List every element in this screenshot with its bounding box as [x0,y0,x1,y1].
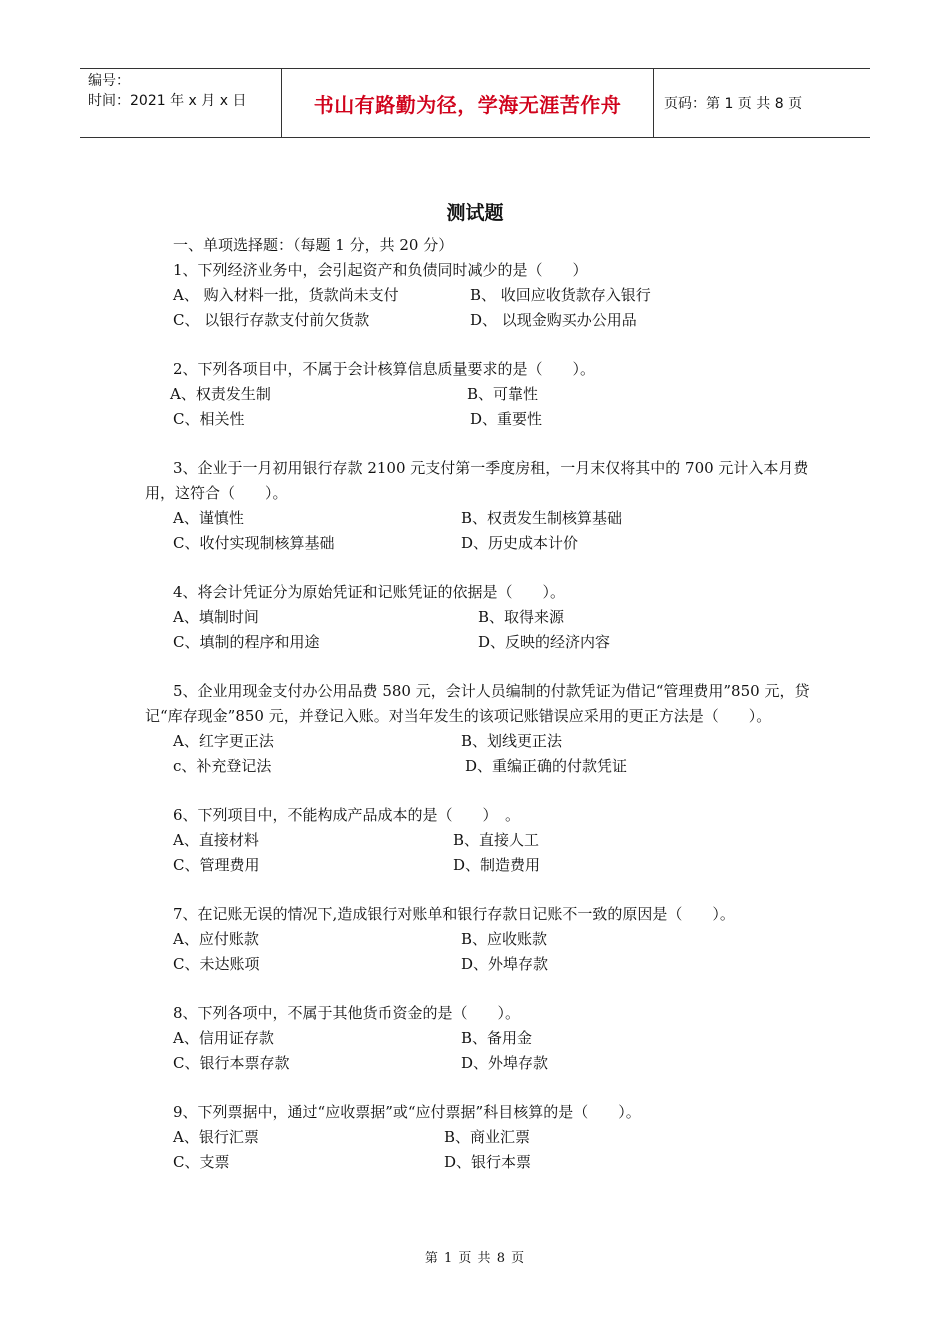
option-a: A、 购入材料一批，货款尚未支付 [173,286,399,304]
option-row [145,382,810,407]
option-d: D、重编正确的付款凭证 [465,757,628,775]
option-d: D、重要性 [470,410,543,428]
question-stem: 3、企业于一月初用银行存款 2100 元支付第一季度房租，一月末仅将其中的 700 元计入本月费用，这符合（ ）。 [145,459,809,502]
option-b: B、权责发生制核算基础 [461,509,623,527]
option-row [145,927,810,952]
option-c: C、支票 [173,1153,230,1171]
header-motto: 书山有路勤为径，学海无涯苦作舟 [282,69,654,137]
option-row [145,531,810,556]
option-a: A、红字更正法 [173,732,274,750]
option-c: C、未达账项 [173,955,260,973]
option-b: B、取得来源 [478,608,565,626]
option-c: C、收付实现制核算基础 [173,534,335,552]
option-d: D、 以现金购买办公用品 [470,311,637,329]
number-label: 编号： [88,73,130,89]
option-row [145,729,810,754]
option-b: B、 收回应收货款存入银行 [470,286,651,304]
document-header [80,68,870,138]
option-row [145,853,810,878]
header-page-code: 页码：第 1 页 共 8 页 [664,96,803,112]
option-c: C、银行本票存款 [173,1054,290,1072]
option-a: A、填制时间 [173,608,259,626]
option-b: B、商业汇票 [444,1128,531,1146]
option-row [145,1150,810,1175]
option-c: C、填制的程序和用途 [173,633,320,651]
option-row [145,283,810,308]
option-d: D、外埠存款 [461,1054,549,1072]
question-stem: 6、下列项目中，不能构成产品成本的是（ ） 。 [173,806,521,824]
option-a: A、银行汇票 [173,1128,259,1146]
option-d: D、反映的经济内容 [478,633,611,651]
option-c: C、相关性 [173,410,245,428]
option-a: A、权责发生制 [170,385,271,403]
question-stem: 9、下列票据中，通过“应收票据”或“应付票据”科目核算的是（ ）。 [173,1103,641,1121]
option-b: B、应收账款 [461,930,548,948]
option-b: B、备用金 [461,1029,533,1047]
page-title: 测试题 [446,202,504,224]
option-b: B、直接人工 [453,831,540,849]
option-a: A、信用证存款 [173,1029,274,1047]
question-stem: 1、下列经济业务中，会引起资产和负债同时减少的是（ ） [173,261,588,279]
option-a: A、应付账款 [173,930,259,948]
option-row [145,506,810,531]
question-list [145,233,810,1175]
section-heading: 一、单项选择题：（每题 1 分，共 20 分） [173,236,454,254]
option-row [145,605,810,630]
option-row [145,407,810,432]
option-row [145,630,810,655]
option-d: D、银行本票 [444,1153,532,1171]
option-row [145,308,810,333]
time-label: 时间：2021 年 x 月 x 日 [88,93,247,109]
question-stem: 7、在记账无误的情况下,造成银行对账单和银行存款日记账不一致的原因是（ ）。 [173,905,735,923]
option-d: D、制造费用 [453,856,541,874]
option-c: C、管理费用 [173,856,260,874]
question-stem: 2、下列各项目中，不属于会计核算信息质量要求的是（ ）。 [173,360,596,378]
question-stem: 5、企业用现金支付办公用品费 580 元，会计人员编制的付款凭证为借记“管理费用”850 元，贷记“库存现金”850 元，并登记入账。对当年发生的该项记账错误应采用的更正方法是（ ）。 [145,682,810,725]
option-c: C、 以银行存款支付前欠货款 [173,311,370,329]
option-row [145,1026,810,1051]
option-b: B、划线更正法 [461,732,563,750]
header-meta [80,69,282,137]
option-d: D、历史成本计价 [461,534,579,552]
option-row [145,1051,810,1076]
option-d: D、外埠存款 [461,955,549,973]
option-b: B、可靠性 [467,385,539,403]
option-row [145,754,810,779]
option-a: A、直接材料 [173,831,259,849]
option-row [145,952,810,977]
option-row [145,1125,810,1150]
option-c: c、补充登记法 [173,757,272,775]
option-a: A、谨慎性 [173,509,244,527]
page-footer: 第 1 页 共 8 页 [424,1251,526,1266]
question-stem: 4、将会计凭证分为原始凭证和记账凭证的依据是（ ）。 [173,583,566,601]
question-stem: 8、下列各项中，不属于其他货币资金的是（ ）。 [173,1004,521,1022]
option-row [145,828,810,853]
